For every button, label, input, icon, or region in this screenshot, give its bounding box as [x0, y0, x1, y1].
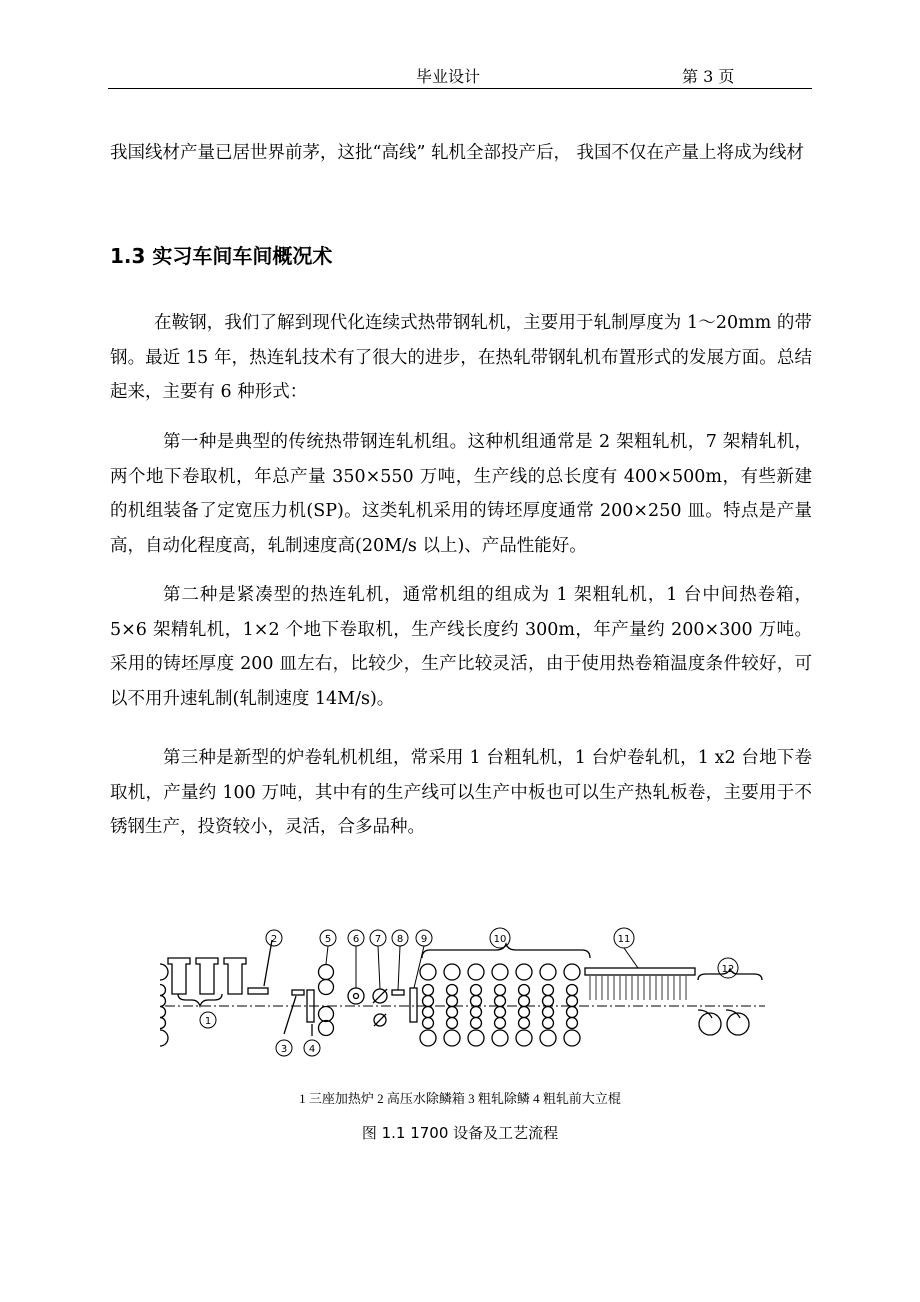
- figure-legend: 1 三座加热炉 2 高压水除鳞箱 3 粗轧除鳞 4 粗轧前大立棍: [299, 1091, 621, 1106]
- page-header: [108, 62, 812, 89]
- label-12: 12: [721, 964, 735, 975]
- label-8: 8: [396, 934, 404, 945]
- roughing-mill: [319, 965, 334, 1036]
- paragraph-4: 第二种是紧凑型的热连轧机，通常机组的组成为 1 架粗轧机，1 台中间热卷箱，5×6 架精轧机，1×2 个地下卷取机，生产线长度约 300m，年产量约 200×300 万吨。采用的铸坯厚度 200 皿左右，比较少，生产比较灵活，由于使用热卷箱温度条件较好，可以不用升速轧制(轧制速度 14M/s)。: [110, 585, 812, 709]
- finishing-mills: [160, 964, 168, 1046]
- label-6: 6: [352, 934, 360, 945]
- header-title: 毕业设计: [416, 67, 481, 86]
- label-3: 3: [280, 1044, 288, 1055]
- label-1: 1: [204, 1016, 212, 1027]
- paragraph-2: 在鞍钢，我们了解到现代化连续式热带钢轧机，主要用于轧制厚度为 1～20mm 的带钢。最近 15 年，热连轧技术有了很大的进步，在热轧带钢轧机布置形式的发展方面。总结起来，主要有 6 种形式：: [110, 313, 812, 402]
- label-2: 2: [270, 934, 278, 945]
- label-7: 7: [374, 934, 382, 945]
- figure-caption: 图 1.1 1700 设备及工艺流程: [361, 1124, 559, 1142]
- paragraph-5: 第三种是新型的炉卷轧机机组，常采用 1 台粗轧机，1 台炉卷轧机，1 x2 台地下卷取机，产量约 100 万吨，其中有的生产线可以生产中板也可以生产热轧板卷，主要用于不锈钢生产，投资较小，灵活，合多品种。: [110, 748, 812, 837]
- process-flow-diagram: [160, 920, 770, 1070]
- paragraph-3: 第一种是典型的传统热带钢连轧机组。这种机组通常是 2 架粗轧机，7 架精轧机，两个地下卷取机，年总产量 350×550 万吨，生产线的总长度有 400×500m，有些新建的机组装备了定宽压力机(SP)。这类轧机采用的铸坯厚度通常 200×250 皿。特点是产量高，自动化程度高，轧制速度高(20M/s 以上)、产品性能好。: [110, 432, 812, 556]
- label-10: 10: [493, 934, 507, 945]
- label-4: 4: [308, 1044, 316, 1055]
- reheating-furnaces: [168, 958, 246, 1006]
- header-page-number: 第 3 页: [682, 67, 735, 86]
- label-5: 5: [324, 934, 332, 945]
- label-9: 9: [420, 934, 428, 945]
- section-heading: 1.3 实习车间车间概况术: [110, 244, 333, 268]
- label-11: 11: [617, 934, 631, 945]
- paragraph-1: 我国线材产量已居世界前茅，这批“高线” 轧机全部投产后， 我国不仅在产量上将成为线材: [110, 143, 805, 163]
